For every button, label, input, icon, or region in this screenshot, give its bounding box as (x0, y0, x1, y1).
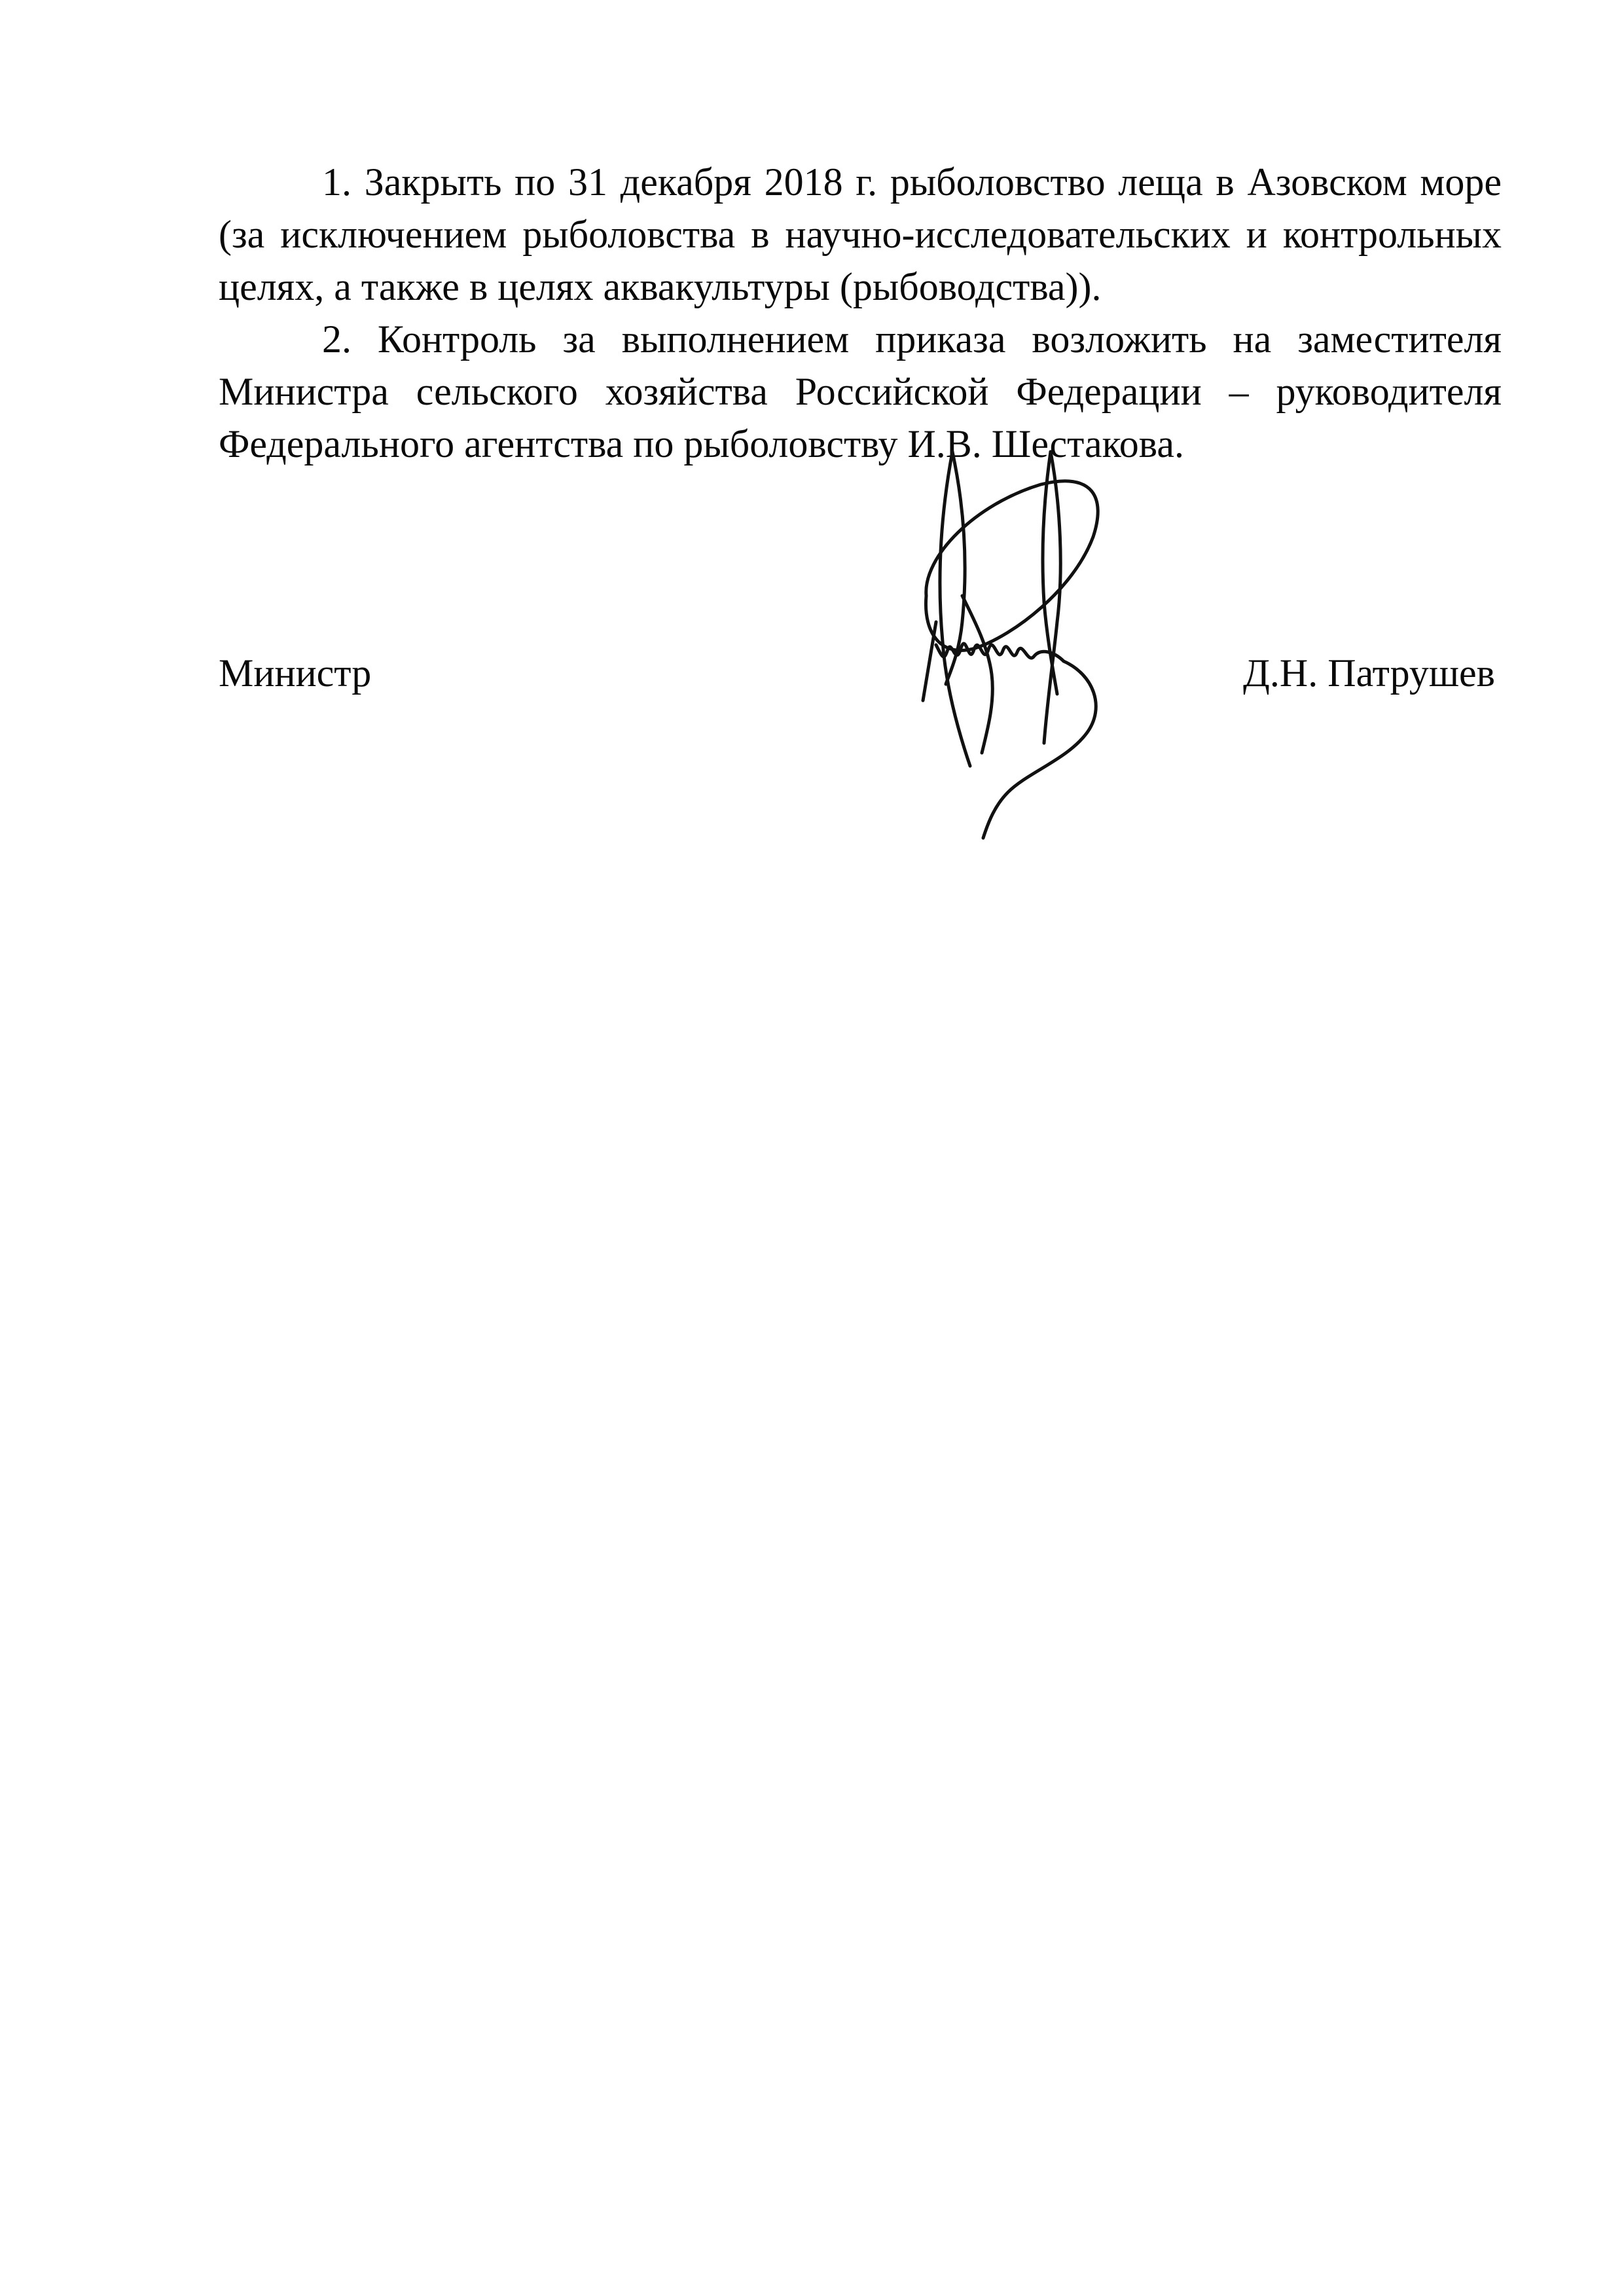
order-text (219, 156, 1502, 470)
signatory-name: Д.Н. Патрушев (1243, 651, 1495, 695)
signature-block (219, 647, 1502, 699)
signatory-position: Министр (219, 651, 372, 695)
paragraph-1: 1. Закрыть по 31 декабря 2018 г. рыболовство леща в Азовском море (за исключением рыболовства в научно-исследовательских и контрольных целях, а также в целях аквакультуры (рыбоводства)). (219, 160, 1502, 308)
paragraph-2: 2. Контроль за выполнением приказа возложить на заместителя Министра сельского хозяйства Российской Федерации – руководителя Федерального агентства по рыболовству И.В. Шестакова. (219, 318, 1502, 465)
signature-icon (897, 426, 1119, 845)
